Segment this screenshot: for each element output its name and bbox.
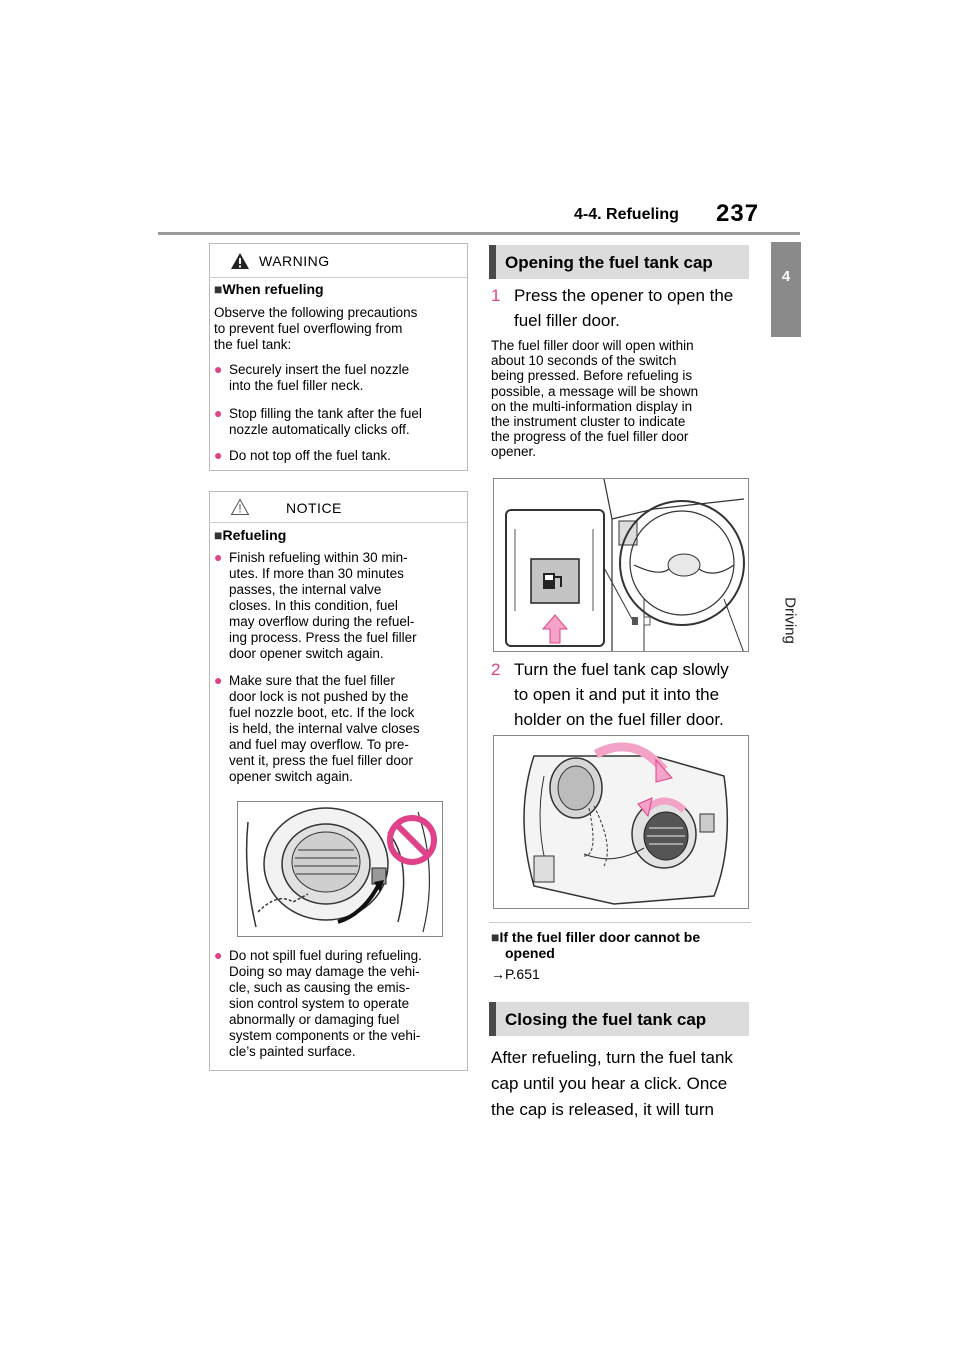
page-number: 237: [716, 200, 760, 227]
bullet-icon: ●: [214, 672, 223, 688]
fuel-cap-illustration: [493, 735, 749, 909]
page-reference-link[interactable]: →P.651: [491, 966, 540, 982]
bullet-icon: ●: [214, 405, 223, 421]
notice-title: NOTICE: [286, 500, 342, 516]
warning-subheading: ■When refueling: [214, 281, 324, 297]
step-number: 2: [491, 660, 501, 679]
step-number: 1: [491, 286, 501, 305]
warning-item: Do not top off the fuel tank.: [229, 448, 391, 463]
warning-intro: Observe the following precautions to prevent fuel overflowing from the fuel tank:: [214, 305, 418, 352]
prohibited-icon: [386, 814, 438, 866]
opener-switch-illustration: [493, 478, 749, 652]
step-1-text: Press the opener to open the fuel filler door.: [514, 286, 734, 330]
warning-title: WARNING: [259, 253, 330, 269]
fuel-cap-drawing: [494, 736, 749, 909]
bullet-icon: ●: [214, 361, 223, 377]
notice-box: [209, 491, 468, 1071]
cannot-open-heading: ■If the fuel filler door cannot be opened: [491, 929, 701, 961]
chapter-tab-number: 4: [781, 268, 791, 285]
warning-triangle-icon: [230, 252, 250, 270]
bullet-icon: ●: [214, 947, 223, 963]
notice-subheading: ■Refueling: [214, 527, 287, 543]
closing-text: After refueling, turn the fuel tank cap until you hear a click. Once the cap is released, it will turn: [491, 1048, 733, 1119]
bullet-icon: ●: [214, 447, 223, 463]
closing-heading: Closing the fuel tank cap: [489, 1002, 749, 1036]
notice-item: Make sure that the fuel filler door lock is not pushed by the fuel nozzle boot, etc. If the lock is held, the internal valve closes and fuel may overflow. To pre- vent it, press the fuel filler door opener switch again.: [229, 673, 420, 784]
warning-item: Securely insert the fuel nozzle into the fuel filler neck.: [229, 362, 410, 393]
notice-item: Finish refueling within 30 min- utes. If more than 30 minutes passes, the internal valve closes. In this condition, fuel may overflow during the refuel- ing process. Press the fuel filler door opener switch again.: [229, 550, 417, 661]
header-rule: [158, 232, 800, 235]
warning-title-row: [210, 244, 467, 278]
bullet-icon: ●: [214, 549, 223, 565]
opener-inset: [505, 509, 605, 647]
caution-triangle-icon: [230, 498, 250, 516]
fuel-door-lock-illustration: [237, 801, 443, 937]
warning-box: [209, 243, 468, 471]
step-2-text: Turn the fuel tank cap slowly to open it and put it into the holder on the fuel filler door.: [514, 660, 729, 729]
opening-heading: Opening the fuel tank cap: [489, 245, 749, 279]
warning-item: Stop filling the tank after the fuel nozzle automatically clicks off.: [229, 406, 422, 437]
step-1-note: The fuel filler door will open within about 10 seconds of the switch being pressed. Before refueling is possible, a message will be shown on the multi-information display in the instrument cluster to indicate the progress of the fuel filler door opener.: [491, 338, 699, 460]
section-title: 4-4. Refueling: [574, 206, 679, 223]
divider: [489, 922, 751, 923]
notice-item: Do not spill fuel during refueling. Doing so may damage the vehi- cle, such as causing the emis- sion control system to operate abnormally or damaging fuel system components or the vehi- cle’s painted surface.: [229, 948, 422, 1059]
chapter-tab: [771, 242, 801, 337]
opener-switch-drawing: [507, 511, 603, 645]
notice-title-row: [210, 492, 467, 523]
chapter-tab-label: Driving: [781, 597, 799, 644]
